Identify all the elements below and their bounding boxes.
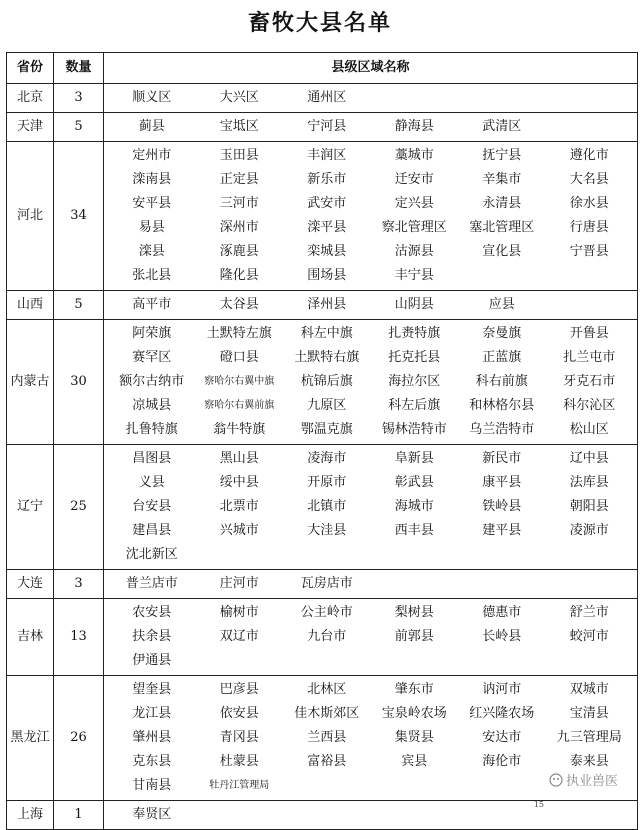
county-name: 抚宁县 (482, 148, 522, 163)
county-name: 高平市 (132, 297, 172, 312)
county-name: 义县 (138, 475, 165, 490)
county-name: 九台市 (307, 629, 347, 644)
county-name: 扶余县 (132, 629, 172, 644)
county-name: 宝清县 (569, 706, 609, 721)
county-name: 肇东市 (394, 682, 434, 697)
county-name: 农安县 (132, 605, 172, 620)
county-name: 双城市 (569, 682, 609, 697)
county-name: 台安县 (132, 499, 172, 514)
county-name: 通州区 (307, 90, 347, 105)
county-name: 黑山县 (219, 451, 259, 466)
county-name: 海城市 (394, 499, 434, 514)
county-name: 察哈尔右翼中旗 (204, 376, 275, 387)
county-name: 磴口县 (219, 350, 259, 365)
county-name: 宁晋县 (569, 244, 609, 259)
county-name: 定州市 (132, 148, 172, 163)
watermark-text: 执业兽医 (565, 774, 618, 789)
county-name: 武清区 (482, 119, 522, 134)
county-name: 奉贤区 (132, 807, 172, 822)
county-name: 杭锦后旗 (300, 374, 353, 389)
county-name: 栾城县 (307, 244, 347, 259)
county-name: 瓦房店市 (300, 576, 353, 591)
county-name: 赛罕区 (132, 350, 172, 365)
county-name: 泰来县 (569, 754, 609, 769)
table-row (7, 599, 638, 676)
counties-cell (104, 291, 638, 320)
county-name: 科左中旗 (300, 326, 353, 341)
county-name: 凌海市 (307, 451, 347, 466)
county-name: 定兴县 (394, 196, 434, 211)
county-name: 北林区 (307, 682, 347, 697)
county-name: 辽中县 (569, 451, 609, 466)
county-name: 西丰县 (394, 523, 434, 538)
table-header-row (7, 53, 638, 84)
county-name: 丰润区 (307, 148, 347, 163)
county-name: 阜新县 (394, 451, 434, 466)
county-name: 遵化市 (569, 148, 609, 163)
county-name: 围场县 (307, 268, 347, 283)
table-row (7, 570, 638, 599)
county-name: 巴彦县 (219, 682, 259, 697)
county-name: 伊通县 (132, 653, 172, 668)
county-name: 迁安市 (394, 172, 434, 187)
county-name: 克东县 (132, 754, 172, 769)
county-name: 北票市 (219, 499, 259, 514)
county-name: 庄河市 (219, 576, 259, 591)
county-name: 奈曼旗 (482, 326, 522, 341)
county-name: 丰宁县 (394, 268, 434, 283)
county-name: 松山区 (569, 422, 609, 437)
count-cell: 5 (54, 291, 104, 320)
county-name: 双辽市 (219, 629, 259, 644)
county-name: 辛集市 (482, 172, 522, 187)
county-name: 德惠市 (482, 605, 522, 620)
county-list (104, 291, 637, 319)
county-name: 安平县 (132, 196, 172, 211)
county-name: 藁城市 (394, 148, 434, 163)
counties-cell (104, 320, 638, 445)
count-cell: 3 (54, 84, 104, 113)
count-cell: 5 (54, 113, 104, 142)
county-name: 舒兰市 (569, 605, 609, 620)
county-name: 讷河市 (482, 682, 522, 697)
county-name: 集贤县 (394, 730, 434, 745)
table-body (7, 84, 638, 830)
county-name: 静海县 (394, 119, 434, 134)
county-name: 张北县 (132, 268, 172, 283)
county-name: 九三管理局 (556, 730, 622, 745)
county-name: 青冈县 (219, 730, 259, 745)
county-name: 佳木斯郊区 (294, 706, 360, 721)
county-name: 肇州县 (132, 730, 172, 745)
county-name: 沈北新区 (125, 547, 178, 562)
county-name: 梨树县 (394, 605, 434, 620)
county-name: 土默特左旗 (206, 326, 272, 341)
county-name: 昌图县 (132, 451, 172, 466)
county-name: 铁岭县 (482, 499, 522, 514)
province-cell: 河北 (7, 142, 54, 291)
county-name: 宝坻区 (219, 119, 259, 134)
province-cell: 内蒙古 (7, 320, 54, 445)
county-name: 易县 (138, 220, 165, 235)
page-number: 15 (533, 800, 544, 809)
county-name: 康平县 (482, 475, 522, 490)
province-cell: 上海 (7, 801, 54, 830)
county-table (6, 52, 638, 830)
county-name: 玉田县 (219, 148, 259, 163)
county-name: 翁牛特旗 (213, 422, 266, 437)
table-row (7, 113, 638, 142)
county-name: 泽州县 (307, 297, 347, 312)
counties-cell (104, 113, 638, 142)
county-name: 托克托县 (388, 350, 441, 365)
county-list (104, 801, 637, 829)
county-name: 大名县 (569, 172, 609, 187)
county-name: 龙江县 (132, 706, 172, 721)
county-list (104, 445, 637, 569)
county-name: 宁河县 (307, 119, 347, 134)
province-cell: 辽宁 (7, 445, 54, 570)
county-name: 滦平县 (307, 220, 347, 235)
county-name: 依安县 (219, 706, 259, 721)
county-name: 科尔沁区 (563, 398, 616, 413)
county-name: 红兴隆农场 (469, 706, 535, 721)
count-cell: 25 (54, 445, 104, 570)
counties-cell (104, 142, 638, 291)
county-name: 扎兰屯市 (563, 350, 616, 365)
county-name: 隆化县 (219, 268, 259, 283)
county-name: 山阴县 (394, 297, 434, 312)
page-title: 畜牧大县名单 (247, 10, 392, 36)
county-name: 兰西县 (307, 730, 347, 745)
wechat-icon (549, 773, 563, 787)
county-name: 察哈尔右翼前旗 (204, 400, 275, 411)
count-cell: 3 (54, 570, 104, 599)
table-row (7, 142, 638, 291)
county-name: 和林格尔县 (469, 398, 535, 413)
county-list (104, 320, 637, 444)
province-cell: 吉林 (7, 599, 54, 676)
table-row (7, 84, 638, 113)
county-name: 凉城县 (132, 398, 172, 413)
counties-cell (104, 570, 638, 599)
county-name: 安达市 (482, 730, 522, 745)
province-cell: 山西 (7, 291, 54, 320)
county-name: 北镇市 (307, 499, 347, 514)
county-name: 三河市 (219, 196, 259, 211)
county-name: 徐水县 (569, 196, 609, 211)
province-cell: 黑龙江 (7, 676, 54, 801)
county-name: 太谷县 (219, 297, 259, 312)
county-name: 长岭县 (482, 629, 522, 644)
county-list (104, 570, 637, 598)
county-name: 朝阳县 (569, 499, 609, 514)
county-name: 前郭县 (394, 629, 434, 644)
county-name: 扎鲁特旗 (125, 422, 178, 437)
watermark (549, 770, 618, 789)
county-name: 滦县 (138, 244, 165, 259)
county-name: 望奎县 (132, 682, 172, 697)
county-name: 扎赉特旗 (388, 326, 441, 341)
county-name: 宝泉岭农场 (381, 706, 447, 721)
county-name: 大兴区 (219, 90, 259, 105)
county-name: 凌源市 (569, 523, 609, 538)
county-name: 牙克石市 (563, 374, 616, 389)
county-name: 杜蒙县 (219, 754, 259, 769)
county-list (104, 113, 637, 141)
county-name: 乌兰浩特市 (469, 422, 535, 437)
county-name: 宾县 (401, 754, 428, 769)
count-cell: 26 (54, 676, 104, 801)
county-name: 武安市 (307, 196, 347, 211)
header-counties: 县级区域名称 (104, 53, 638, 84)
county-name: 科左后旗 (388, 398, 441, 413)
county-name: 科右前旗 (475, 374, 528, 389)
county-name: 正蓝旗 (482, 350, 522, 365)
county-name: 建昌县 (132, 523, 172, 538)
county-list (104, 599, 637, 675)
county-name: 应县 (488, 297, 515, 312)
county-name: 大洼县 (307, 523, 347, 538)
county-name: 正定县 (219, 172, 259, 187)
county-name: 甘南县 (132, 778, 172, 793)
county-name: 彰武县 (394, 475, 434, 490)
county-name: 宣化县 (482, 244, 522, 259)
county-name: 深州市 (219, 220, 259, 235)
county-name: 涿鹿县 (219, 244, 259, 259)
county-name: 新民市 (482, 451, 522, 466)
county-name: 永清县 (482, 196, 522, 211)
province-cell: 天津 (7, 113, 54, 142)
county-name: 沽源县 (394, 244, 434, 259)
county-name: 牡丹江管理局 (209, 780, 270, 791)
county-list (104, 142, 637, 290)
table-row (7, 676, 638, 801)
county-name: 建平县 (482, 523, 522, 538)
county-name: 锡林浩特市 (381, 422, 447, 437)
count-cell: 34 (54, 142, 104, 291)
county-name: 海拉尔区 (388, 374, 441, 389)
header-province: 省份 (7, 53, 54, 84)
county-name: 新乐市 (307, 172, 347, 187)
county-name: 海伦市 (482, 754, 522, 769)
count-cell: 1 (54, 801, 104, 830)
counties-cell (104, 801, 638, 830)
county-name: 普兰店市 (125, 576, 178, 591)
county-name: 阿荣旗 (132, 326, 172, 341)
county-name: 额尔古纳市 (119, 374, 185, 389)
table-row (7, 291, 638, 320)
county-name: 九原区 (307, 398, 347, 413)
header-count: 数量 (54, 53, 104, 84)
county-name: 开原市 (307, 475, 347, 490)
county-name: 法库县 (569, 475, 609, 490)
table-row (7, 445, 638, 570)
county-name: 榆树市 (219, 605, 259, 620)
county-list (104, 84, 637, 112)
count-cell: 30 (54, 320, 104, 445)
count-cell: 13 (54, 599, 104, 676)
county-name: 察北管理区 (381, 220, 447, 235)
counties-cell (104, 599, 638, 676)
county-name: 公主岭市 (300, 605, 353, 620)
county-name: 滦南县 (132, 172, 172, 187)
counties-cell (104, 445, 638, 570)
county-name: 绥中县 (219, 475, 259, 490)
province-cell: 北京 (7, 84, 54, 113)
county-name: 顺义区 (132, 90, 172, 105)
county-name: 行唐县 (569, 220, 609, 235)
county-name: 蓟县 (138, 119, 165, 134)
county-name: 蛟河市 (569, 629, 609, 644)
table-row (7, 320, 638, 445)
county-name: 土默特右旗 (294, 350, 360, 365)
county-name: 兴城市 (219, 523, 259, 538)
county-name: 鄂温克旗 (300, 422, 353, 437)
counties-cell (104, 84, 638, 113)
province-cell: 大连 (7, 570, 54, 599)
county-name: 塞北管理区 (469, 220, 535, 235)
county-name: 富裕县 (307, 754, 347, 769)
county-name: 开鲁县 (569, 326, 609, 341)
